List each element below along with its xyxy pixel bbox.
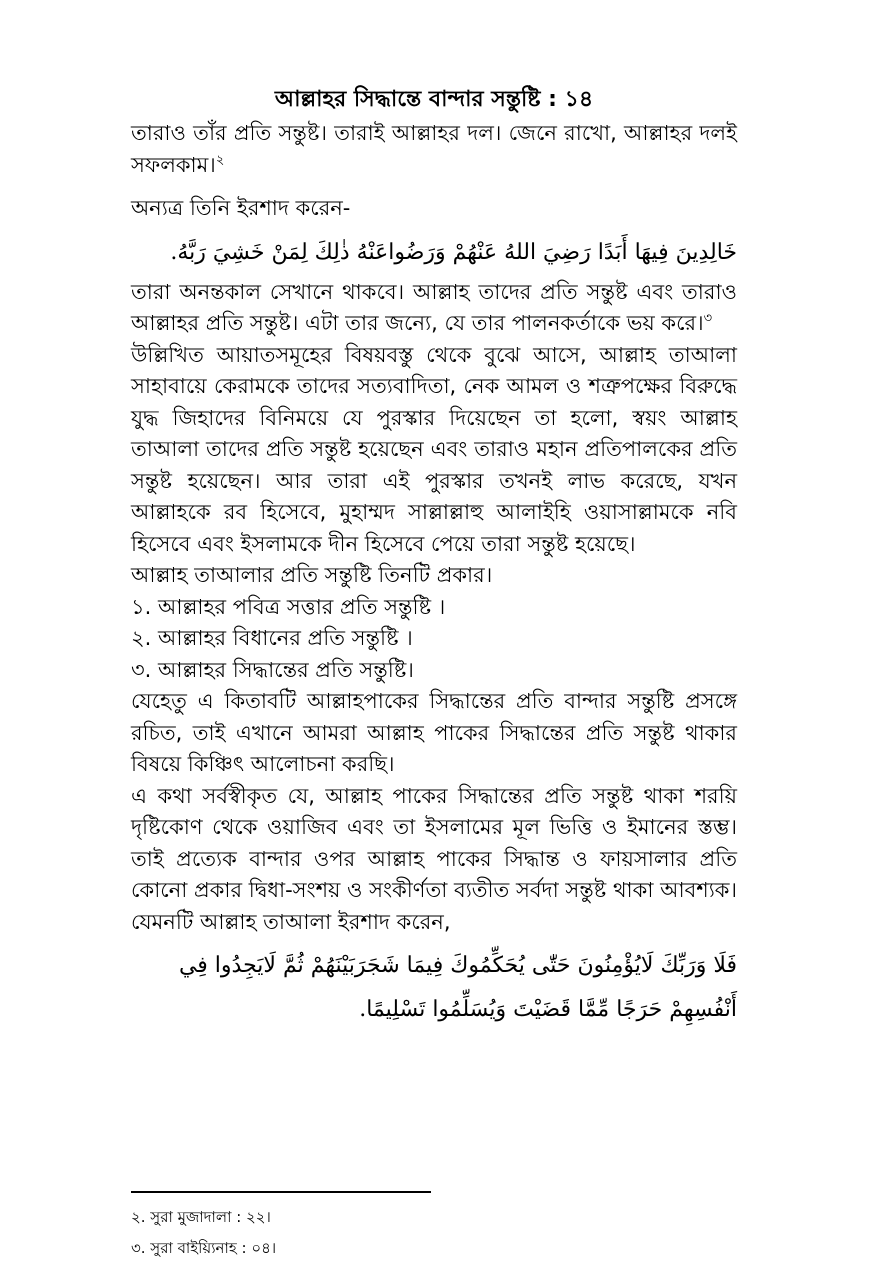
paragraph-3 [131,277,737,340]
footnote-2: ৩. সুরা বাইয়্যিনাহ : ০৪। [131,1239,277,1257]
footnote-divider [131,1191,431,1193]
running-header: আল্লাহর সিদ্ধান্তে বান্দার সন্তুষ্টি : ১৪ [274,87,594,112]
footnote-ref-2[interactable]: ২ [215,152,225,168]
paragraph-7: এ কথা সর্বস্বীকৃত যে, আল্লাহ পাকের সিদ্ধান্তের প্রতি সন্তুষ্ট থাকা শরয়ি দৃষ্টিকোণ থেকে ওয়াজিব এবং তা ইসলামের মূল ভিত্তি ও ইমানের স্তম্ভ। তাই প্রত্যেক বান্দার ওপর আল্লাহ পাকের সিদ্ধান্ত ও ফায়সালার প্রতি কোনো প্রকার দ্বিধা-সংশয় ও সংকীর্ণতা ব্যতীত সর্বদা সন্তুষ্ট থাকা আবশ্যক। যেমনটি আল্লাহ তাআলা ইরশাদ করেন, [131,783,737,934]
arabic-verse-2: فَلَا وَرَبِّكَ لَايُؤْمِنُونَ حَتّٰى يُحَكِّمُوكَ فِيمَا شَجَرَبَيْنَهُمْ ثُمَّ لَايَجِدُوا فِي أَنْفُسِهِمْ حَرَجًا مِّمَّا قَضَيْتَ وَيُسَلِّمُوا تَسْلِيمًا. [178,953,737,1022]
list-item: ১. আল্লাহর পবিত্র সত্তার প্রতি সন্তুষ্টি । [131,594,446,619]
paragraph-5: আল্লাহ তাআলার প্রতি সন্তুষ্টি তিনটি প্রকার। [131,563,493,587]
paragraph-3-text: তারা অনন্তকাল সেখানে থাকবে। আল্লাহ তাদের প্রতি সন্তুষ্ট এবং তারাও আল্লাহর প্রতি সন্তুষ্ট। এটা তার জন্যে, যে তার পালনকর্তাকে ভয় করে। [131,279,737,335]
paragraph-2: অন্যত্র তিনি ইরশাদ করেন- [131,196,351,220]
footnote-1: ২. সুরা মুজাদালা : ২২। [131,1208,271,1226]
footnote-ref-3[interactable]: ৩ [703,311,713,326]
paragraph-6: যেহেতু এ কিতাবটি আল্লাহপাকের সিদ্ধান্তের প্রতি বান্দার সন্তুষ্টি প্রসঙ্গে রচিত, তাই এখানে আমরা আল্লাহ পাকের সিদ্ধান্তের প্রতি সন্তুষ্ট থাকার বিষয়ে কিঞ্চিৎ আলোচনা করছি। [131,689,737,776]
list-item: ২. আল্লাহর বিধানের প্রতি সন্তুষ্টি । [131,626,413,650]
arabic-verse-1: خَالِدِينَ فِيهَا أَبَدًا رَضِيَ اللهُ عَنْهُمْ وَرَضُواعَنْهُ ذٰلِكَ لِمَنْ خَشِيَ رَبَّهُ. [170,239,737,265]
page-body [131,84,737,1036]
paragraph-1 [131,118,737,181]
paragraph-4: উল্লিখিত আয়াতসমূহের বিষয়বস্তু থেকে বুঝে আসে, আল্লাহ তাআলা সাহাবায়ে কেরামকে তাদের সত্যবাদিতা, নেক আমল ও শত্রুপক্ষের বিরুদ্ধে যুদ্ধ জিহাদের বিনিময়ে যে পুরস্কার দিয়েছেন তা হলো, স্বয়ং আল্লাহ তাআলা তাদের প্রতি সন্তুষ্ট হয়েছেন এবং তারাও মহান প্রতিপালকের প্রতি সন্তুষ্ট হয়েছেন। আর তারা এই পুরস্কার তখনই লাভ করেছে, যখন আল্লাহকে রব হিসেবে, মুহাম্মদ সাল্লাল্লাহু আলাইহি ওয়াসাল্লামকে নবি হিসেবে এবং ইসলামকে দীন হিসেবে পেয়ে তারা সন্তুষ্ট হয়েছে। [131,342,737,556]
paragraph-1-text: তারাও তাঁর প্রতি সন্তুষ্ট। তারাই আল্লাহর দল। জেনে রাখো, আল্লাহর দলই সফলকাম। [131,121,737,177]
list-item: ৩. আল্লাহর সিদ্ধান্তের প্রতি সন্তুষ্টি। [131,657,414,682]
